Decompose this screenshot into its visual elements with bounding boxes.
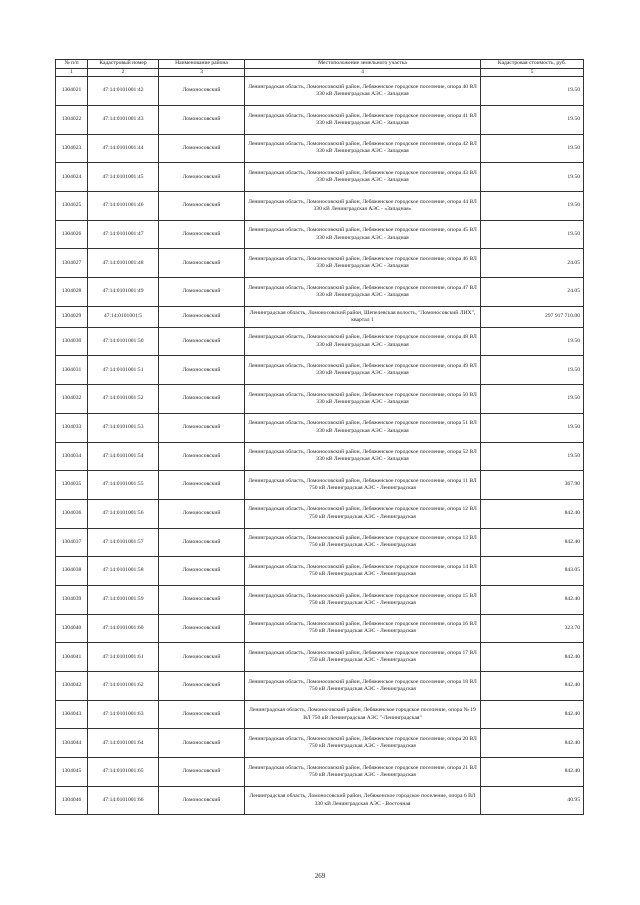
district-name: Ломоносовский: [159, 220, 245, 249]
district-name: Ломоносовский: [159, 786, 245, 815]
header-cadastral-number: Кадастровый номер: [88, 60, 159, 69]
cadastral-number: 47:14:0101001:61: [88, 643, 159, 672]
parcel-location: Ленинградская область, Ломоносовский район, Лебяженское городское поселение, опора 50 ВЛ 330 кВ Ленинградская АЭС - Западная: [245, 385, 481, 414]
parcel-location: Ленинградская область, Ломоносовский район, Лебяженское городское поселение, опора 43 ВЛ 330 кВ Ленинградская АЭС - Западная: [245, 163, 481, 192]
header-number: № п/п: [56, 60, 88, 69]
row-number: 1304044: [56, 729, 88, 758]
cadastral-number: 47:14:0101001:62: [88, 672, 159, 701]
parcel-location: Ленинградская область, Ломоносовский район, Лебяженское городское поселение, опора 46 ВЛ 330 кВ Ленинградская АЭС - Западная: [245, 249, 481, 278]
table-row: [56, 499, 584, 528]
table-row: [56, 528, 584, 557]
table-row: [56, 672, 584, 701]
table-row: [56, 105, 584, 134]
district-name: Ломоносовский: [159, 306, 245, 327]
row-number: 1304034: [56, 442, 88, 471]
row-number: 1304024: [56, 163, 88, 192]
district-name: Ломоносовский: [159, 105, 245, 134]
district-name: Ломоносовский: [159, 729, 245, 758]
district-name: Ломоносовский: [159, 758, 245, 787]
row-number: 1304040: [56, 614, 88, 643]
column-index: 3: [159, 69, 245, 77]
parcel-location: Ленинградская область, Ломоносовский район, Лебяженское городское поселение, опора 15 ВЛ 750 кВ Ленинградская АЭС - Ленинградская: [245, 585, 481, 614]
parcel-location: Ленинградская область, Ломоносовский район, Лебяженское городское поселение, опора 12 ВЛ 750 кВ Ленинградская АЭС - Ленинградская: [245, 499, 481, 528]
district-name: Ломоносовский: [159, 413, 245, 442]
column-index: 1: [56, 69, 88, 77]
district-name: Ломоносовский: [159, 134, 245, 163]
row-number: 1304022: [56, 105, 88, 134]
parcel-location: Ленинградская область, Ломоносовский район, Лебяженское городское поселение, опора 21 ВЛ 750 кВ Ленинградская АЭС - Ленинградская: [245, 758, 481, 787]
row-number: 1304031: [56, 356, 88, 385]
cadastral-value: 19.50: [481, 134, 584, 163]
header-district: Наименование района: [159, 60, 245, 69]
table-row: [56, 442, 584, 471]
parcel-location: Ленинградская область, Ломоносовский район, Лебяженское городское поселение, опора 47 ВЛ 330 кВ Ленинградская АЭС - Западная: [245, 278, 481, 307]
row-number: 1304032: [56, 385, 88, 414]
parcel-location: Ленинградская область, Ломоносовский район, Лебяженское городское поселение, опора 51 ВЛ 330 кВ Ленинградская АЭС - Западная: [245, 413, 481, 442]
cadastral-value: 842.40: [481, 700, 584, 729]
parcel-location: Ленинградская область, Ломоносовский район, Лебяженское городское поселение, опора 16 ВЛ 750 кВ Ленинградская АЭС - Ленинградская: [245, 614, 481, 643]
row-number: 1304042: [56, 672, 88, 701]
row-number: 1304037: [56, 528, 88, 557]
cadastral-value-table: [55, 59, 584, 815]
parcel-location: Ленинградская область, Ломоносовский район, Лебяженское городское поселение, опора 52 ВЛ 330 кВ Ленинградская АЭС - Западная: [245, 442, 481, 471]
cadastral-value: 24.05: [481, 278, 584, 307]
district-name: Ломоносовский: [159, 614, 245, 643]
cadastral-number: 47:14:0101001:49: [88, 278, 159, 307]
cadastral-number: 47:14:0101001:45: [88, 163, 159, 192]
table-row: [56, 471, 584, 500]
cadastral-value: 297 917 710.00: [481, 306, 584, 327]
cadastral-value: 19.50: [481, 77, 584, 106]
cadastral-number: 47:14:0101001:59: [88, 585, 159, 614]
parcel-location: Ленинградская область, Ломоносовский район, Лебяженское городское поселение, опора 48 ВЛ 330 кВ Ленинградская АЭС - Западная: [245, 327, 481, 356]
table-row: [56, 220, 584, 249]
parcel-location: Ленинградская область, Ломоносовский район, Лебяженское городское поселение, опора 11 ВЛ 750 кВ Ленинградская АЭС - Ленинградская: [245, 471, 481, 500]
row-number: 1304039: [56, 585, 88, 614]
table-row: [56, 729, 584, 758]
table-row: [56, 643, 584, 672]
district-name: Ломоносовский: [159, 278, 245, 307]
parcel-location: Ленинградская область, Ломоносовский район, Лебяженское городское поселение, опора 41 ВЛ 330 кВ Ленинградская АЭС - Западная: [245, 105, 481, 134]
district-name: Ломоносовский: [159, 356, 245, 385]
cadastral-number: 47:14:0101001:58: [88, 557, 159, 586]
cadastral-value: 842.40: [481, 585, 584, 614]
row-number: 1304023: [56, 134, 88, 163]
parcel-location: Ленинградская область, Ломоносовский район, Лебяженское городское поселение, опора 40 ВЛ 330 кВ Ленинградская АЭС - Западная: [245, 77, 481, 106]
table-row: [56, 163, 584, 192]
cadastral-number: 47:14:0101001:65: [88, 758, 159, 787]
parcel-location: Ленинградская область, Ломоносовский район, Лебяженское городское поселение, опора 6 ВЛ 330 кВ Ленинградская АЭС - Восточная: [245, 786, 481, 815]
cadastral-number: 47:14:0101001:57: [88, 528, 159, 557]
district-name: Ломоносовский: [159, 643, 245, 672]
cadastral-value: 323.70: [481, 614, 584, 643]
row-number: 1304035: [56, 471, 88, 500]
cadastral-value: 842.40: [481, 729, 584, 758]
row-number: 1304043: [56, 700, 88, 729]
district-name: Ломоносовский: [159, 77, 245, 106]
table-row: [56, 786, 584, 815]
cadastral-number: 47:14:0101001:53: [88, 413, 159, 442]
cadastral-value: 842.40: [481, 672, 584, 701]
row-number: 1304045: [56, 758, 88, 787]
cadastral-value: 367.90: [481, 471, 584, 500]
district-name: Ломоносовский: [159, 249, 245, 278]
parcel-location: Ленинградская область, Ломоносовский район, Лебяженское городское поселение, опора 13 ВЛ 750 кВ Ленинградская АЭС - Ленинградская: [245, 528, 481, 557]
table-row: [56, 557, 584, 586]
cadastral-value: 19.50: [481, 220, 584, 249]
column-number-row: [56, 69, 584, 77]
cadastral-number: 47:14:0101001:54: [88, 442, 159, 471]
cadastral-number: 47:14:0101001:64: [88, 729, 159, 758]
table-row: [56, 758, 584, 787]
parcel-location: Ленинградская область, Ломоносовский район, Лебяженское городское поселение, опора 17 ВЛ 750 кВ Ленинградская АЭС - Ленинградская: [245, 643, 481, 672]
table-row: [56, 356, 584, 385]
cadastral-number: 47:14:0101001:63: [88, 700, 159, 729]
table-row: [56, 306, 584, 327]
row-number: 1304026: [56, 220, 88, 249]
page-number: 269: [314, 872, 326, 880]
cadastral-number: 47:14:0101001:56: [88, 499, 159, 528]
cadastral-value: 843.05: [481, 557, 584, 586]
row-number: 1304030: [56, 327, 88, 356]
table-row: [56, 413, 584, 442]
cadastral-value: 19.50: [481, 163, 584, 192]
table-row: [56, 385, 584, 414]
cadastral-number: 47:14:0101001:66: [88, 786, 159, 815]
district-name: Ломоносовский: [159, 471, 245, 500]
row-number: 1304038: [56, 557, 88, 586]
parcel-location: Ленинградская область, Ломоносовский район, Лебяженское городское поселение, опора 18 ВЛ 750 кВ Ленинградская АЭС - Ленинградская: [245, 672, 481, 701]
column-index: 4: [245, 69, 481, 77]
row-number: 1304027: [56, 249, 88, 278]
cadastral-value: 842.40: [481, 643, 584, 672]
cadastral-value: 19.50: [481, 413, 584, 442]
cadastral-value: 19.50: [481, 327, 584, 356]
row-number: 1304041: [56, 643, 88, 672]
header-cadastral-value: Кадастровая стоимость, руб.: [481, 60, 584, 69]
table-row: [56, 278, 584, 307]
cadastral-value: 24.05: [481, 249, 584, 278]
district-name: Ломоносовский: [159, 163, 245, 192]
table-row: [56, 614, 584, 643]
parcel-location: Ленинградская область, Ломоносовский район, Лебяженское городское поселение, опора 49 ВЛ 330 кВ Ленинградская АЭС - Западная: [245, 356, 481, 385]
row-number: 1304046: [56, 786, 88, 815]
table-row: [56, 249, 584, 278]
cadastral-number: 47:14:0101001:51: [88, 356, 159, 385]
column-index: 5: [481, 69, 584, 77]
cadastral-number: 47:14:0101001:42: [88, 77, 159, 106]
cadastral-number: 47:14:0101001:47: [88, 220, 159, 249]
row-number: 1304025: [56, 192, 88, 221]
cadastral-value: 19.50: [481, 192, 584, 221]
cadastral-number: 47:14:0101001:50: [88, 327, 159, 356]
parcel-location: Ленинградская область, Ломоносовский район, Шепелевская волость, "Ломоносовский ЛИХ", квартал 1: [245, 306, 481, 327]
row-number: 1304036: [56, 499, 88, 528]
row-number: 1304029: [56, 306, 88, 327]
district-name: Ломоносовский: [159, 192, 245, 221]
header-row: [56, 60, 584, 69]
parcel-location: Ленинградская область, Ломоносовский район, Лебяженское городское поселение, опора 20 ВЛ 750 кВ Ленинградская АЭС - Ленинградская: [245, 729, 481, 758]
cadastral-number: 47:14:0101001:48: [88, 249, 159, 278]
parcel-location: Ленинградская область, Ломоносовский район, Лебяженское городское поселение, опора № 19 ВЛ 750 кВ Ленинградская АЭС "-Ленинградская": [245, 700, 481, 729]
parcel-location: Ленинградская область, Ломоносовский район, Лебяженское городское поселение, опора 42 ВЛ 330 кВ Ленинградская АЭС - Западная: [245, 134, 481, 163]
district-name: Ломоносовский: [159, 700, 245, 729]
parcel-location: Ленинградская область, Ломоносовский район, Лебяженское городское поселение, опора 44 ВЛ 330 кВ Ленинградская АЭС - «Западная»: [245, 192, 481, 221]
cadastral-value: 842.40: [481, 528, 584, 557]
district-name: Ломоносовский: [159, 385, 245, 414]
district-name: Ломоносовский: [159, 327, 245, 356]
district-name: Ломоносовский: [159, 672, 245, 701]
row-number: 1304033: [56, 413, 88, 442]
cadastral-value: 19.50: [481, 105, 584, 134]
district-name: Ломоносовский: [159, 499, 245, 528]
cadastral-number: 47:14:0101001:44: [88, 134, 159, 163]
cadastral-value: 842.40: [481, 499, 584, 528]
table-body: [56, 77, 584, 815]
cadastral-value: 40.95: [481, 786, 584, 815]
parcel-location: Ленинградская область, Ломоносовский район, Лебяженское городское поселение, опора 45 ВЛ 330 кВ Ленинградская АЭС - Западная: [245, 220, 481, 249]
cadastral-value: 842.40: [481, 758, 584, 787]
row-number: 1304028: [56, 278, 88, 307]
cadastral-value: 19.50: [481, 385, 584, 414]
table-row: [56, 134, 584, 163]
district-name: Ломоносовский: [159, 442, 245, 471]
cadastral-number: 47:14:0101001:43: [88, 105, 159, 134]
cadastral-number: 47:14:0101001:60: [88, 614, 159, 643]
cadastral-value: 19.50: [481, 442, 584, 471]
row-number: 1304021: [56, 77, 88, 106]
table-row: [56, 585, 584, 614]
table-row: [56, 700, 584, 729]
cadastral-number: 47:14:0101001:52: [88, 385, 159, 414]
cadastral-number: 47:14:0101001:55: [88, 471, 159, 500]
table-row: [56, 77, 584, 106]
cadastral-number: 47:14:0101001:46: [88, 192, 159, 221]
cadastral-number: 47:14:0101001:5: [88, 306, 159, 327]
header-location: Местоположение земельного участка: [245, 60, 481, 69]
district-name: Ломоносовский: [159, 557, 245, 586]
district-name: Ломоносовский: [159, 528, 245, 557]
table-row: [56, 192, 584, 221]
cadastral-value: 19.50: [481, 356, 584, 385]
column-index: 2: [88, 69, 159, 77]
table-row: [56, 327, 584, 356]
district-name: Ломоносовский: [159, 585, 245, 614]
parcel-location: Ленинградская область, Ломоносовский район, Лебяженское городское поселение, опора 14 ВЛ 750 кВ Ленинградская АЭС - Ленинградская: [245, 557, 481, 586]
